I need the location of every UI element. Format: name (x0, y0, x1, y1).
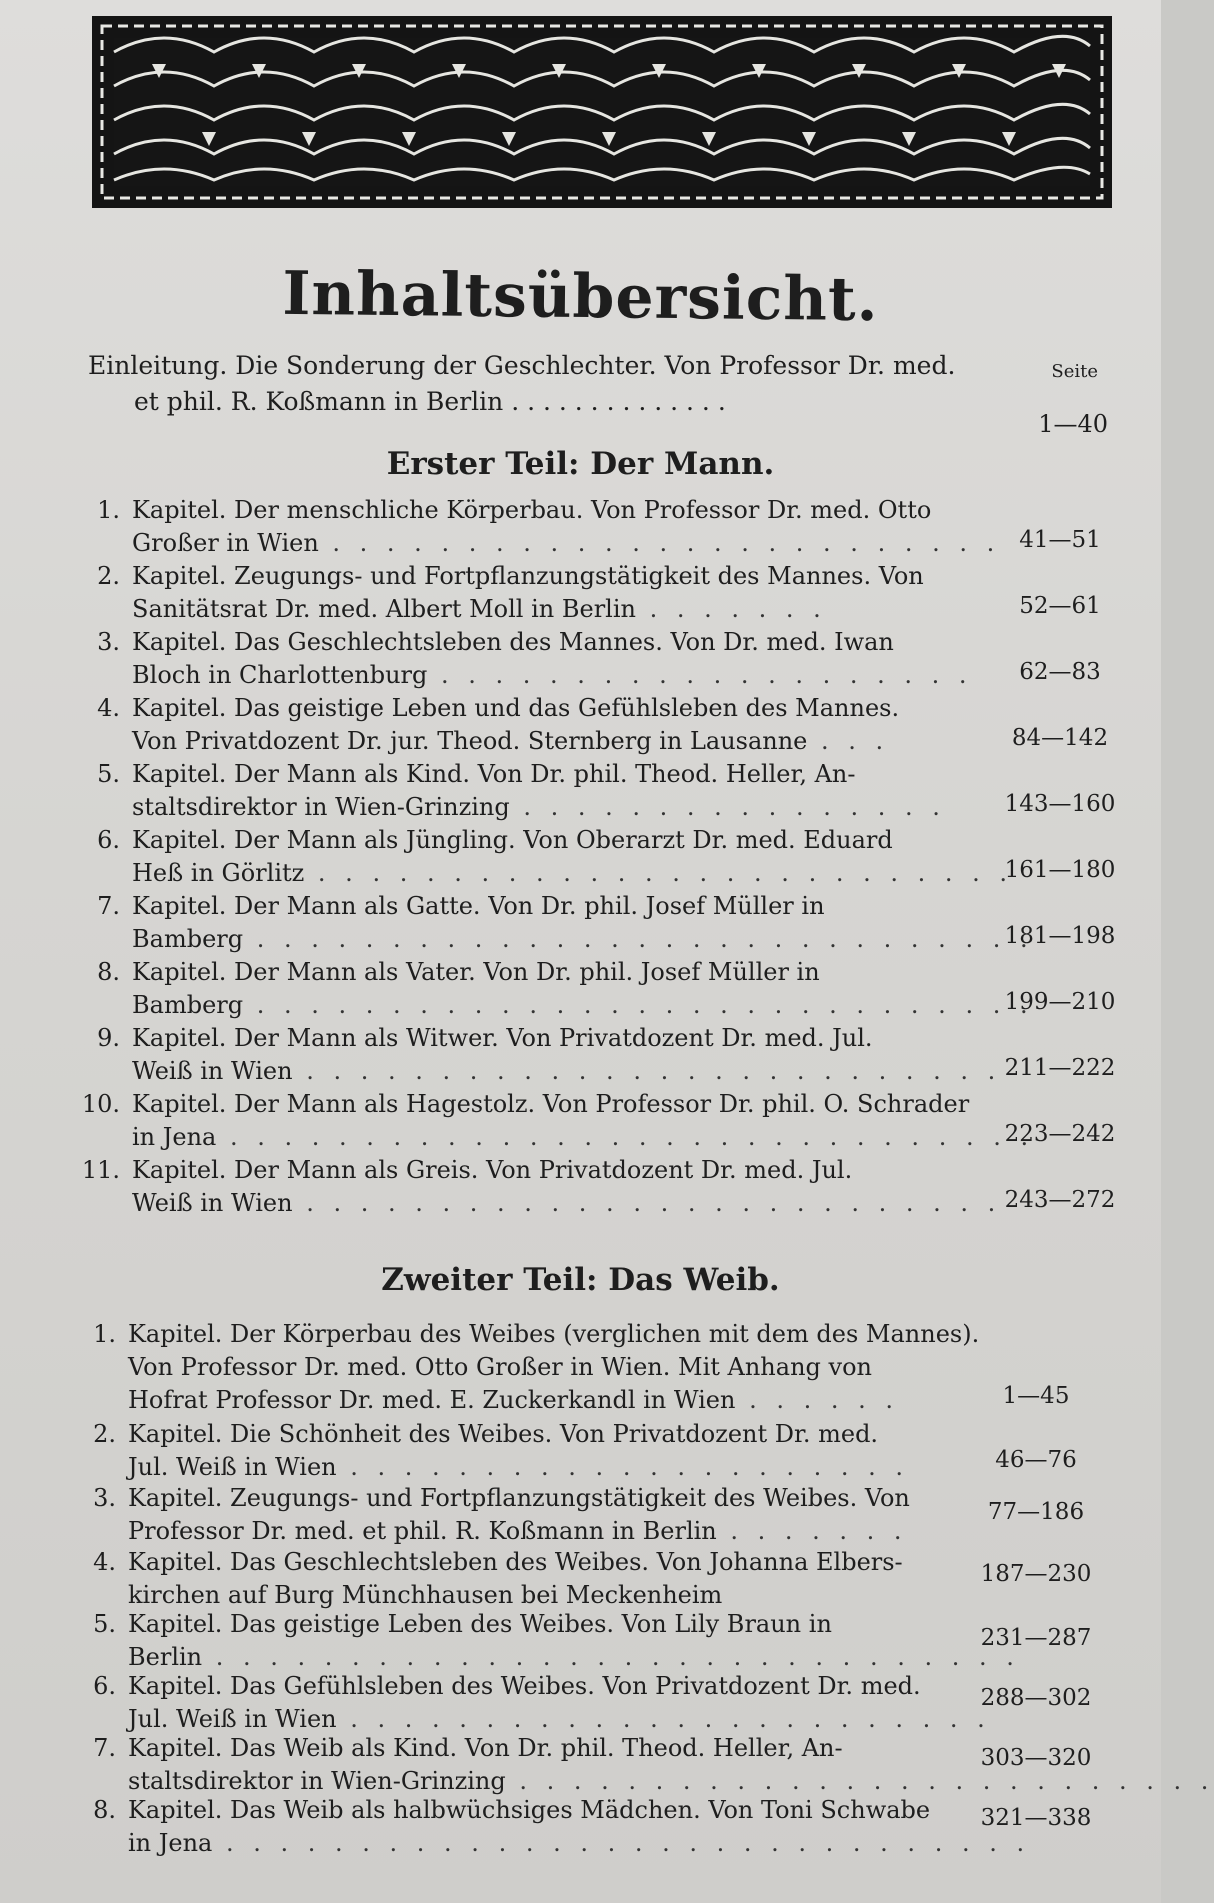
chapter-line-1: Kapitel. Der Mann als Kind. Von Dr. phil. Theod. Heller, An- (132, 760, 856, 788)
chapter-line-1: Kapitel. Der Körperbau des Weibes (verglichen mit dem des Mannes). (128, 1320, 980, 1348)
chapter-pages: 161—180 (1004, 857, 1116, 883)
chapter-number: 4. (93, 1548, 116, 1576)
chapter-line-1: Kapitel. Der menschliche Körperbau. Von Professor Dr. med. Otto (132, 496, 932, 524)
chapter-line-2: Weiß in Wien . . . . . . . . . . . . . . . . . . . . . . . . . . (132, 1189, 1002, 1217)
chapter-pages: 143—160 (1004, 791, 1116, 817)
chapter-pages: 41—51 (1019, 527, 1101, 553)
introduction-line-2: et phil. R. Koßmann in Berlin . . . . . . . . . . . . . . (134, 387, 726, 416)
list-item (0, 626, 1161, 692)
list-item (0, 1318, 1161, 1418)
chapter-pages: 84—142 (1011, 725, 1109, 751)
chapter-line-2: Von Professor Dr. med. Otto Großer in Wien. Mit Anhang von (128, 1353, 872, 1381)
chapter-number: 5. (93, 1610, 116, 1638)
chapter-number: 5. (97, 760, 120, 788)
chapter-line-1: Kapitel. Der Mann als Jüngling. Von Oberarzt Dr. med. Eduard (132, 826, 893, 854)
chapter-pages: 231—287 (980, 1625, 1092, 1651)
chapter-line-1: Kapitel. Das Weib als halbwüchsiges Mädchen. Von Toni Schwabe (128, 1796, 931, 1824)
chapter-line-3: Hofrat Professor Dr. med. E. Zuckerkandl in Wien . . . . . . (128, 1386, 900, 1414)
part-2-heading: Zweiter Teil: Das Weib. (381, 1262, 780, 1298)
part-1-heading: Erster Teil: Der Mann. (386, 446, 775, 482)
chapter-line-2: staltsdirektor in Wien-Grinzing . . . . . . . . . . . . . . . . . . . . . . . . . . (128, 1767, 1214, 1795)
chapter-number: 1. (93, 1320, 116, 1348)
list-item (0, 494, 1161, 560)
chapter-pages: 77—186 (987, 1499, 1085, 1525)
list-item (0, 1546, 1161, 1608)
chapter-pages: 181—198 (1004, 923, 1116, 949)
chapter-number: 8. (97, 958, 120, 986)
chapter-line-1: Kapitel. Das geistige Leben des Weibes. Von Lily Braun in (128, 1610, 832, 1638)
list-item (0, 758, 1161, 824)
list-item (0, 956, 1161, 1022)
chapter-number: 2. (93, 1420, 116, 1448)
list-item (0, 1670, 1161, 1732)
part-1-chapter-list (0, 494, 1161, 1220)
chapter-line-1: Kapitel. Das Geschlechtsleben des Mannes. Von Dr. med. Iwan (132, 628, 894, 656)
list-item (0, 1732, 1214, 1795)
chapter-line-2: Großer in Wien . . . . . . . . . . . . . . . . . . . . . . . . . (132, 529, 1001, 557)
chapter-pages: 46—76 (995, 1447, 1077, 1473)
chapter-pages: 303—320 (980, 1745, 1092, 1771)
chapter-line-1: Kapitel. Der Mann als Hagestolz. Von Professor Dr. phil. O. Schrader (132, 1090, 970, 1118)
chapter-line-1: Kapitel. Der Mann als Witwer. Von Privatdozent Dr. med. Jul. (132, 1024, 873, 1052)
list-item (0, 1794, 1161, 1856)
chapter-line-2: staltsdirektor in Wien-Grinzing . . . . . . . . . . . . . . . . (132, 793, 946, 821)
chapter-line-1: Kapitel. Zeugungs- und Fortpflanzungstätigkeit des Weibes. Von (128, 1484, 910, 1512)
chapter-number: 7. (93, 1734, 116, 1762)
chapter-line-2: in Jena . . . . . . . . . . . . . . . . . . . . . . . . . . . . . . (132, 1123, 1035, 1151)
chapter-pages: 199—210 (1004, 989, 1116, 1015)
chapter-line-2: Bamberg . . . . . . . . . . . . . . . . . . . . . . . . . . . . . (132, 991, 1034, 1019)
chapter-line-1: Kapitel. Das Gefühlsleben des Weibes. Von Privatdozent Dr. med. (128, 1672, 921, 1700)
chapter-number: 6. (93, 1672, 116, 1700)
chapter-line-2: Bloch in Charlottenburg . . . . . . . . . . . . . . . . . . . . (132, 661, 973, 689)
chapter-line-1: Kapitel. Das Geschlechtsleben des Weibes. Von Johanna Elbers- (128, 1548, 903, 1576)
chapter-line-2: kirchen auf Burg Münchhausen bei Meckenheim (128, 1581, 723, 1609)
chapter-line-1: Kapitel. Die Schönheit des Weibes. Von Privatdozent Dr. med. (128, 1420, 879, 1448)
chapter-line-2: Heß in Görlitz . . . . . . . . . . . . . . . . . . . . . . . . . . (132, 859, 1013, 887)
chapter-number: 8. (93, 1796, 116, 1824)
introduction-entry (88, 348, 1108, 438)
chapter-pages: 62—83 (1019, 659, 1101, 685)
introduction-line-1: Einleitung. Die Sonderung der Geschlechter. Von Professor Dr. med. (88, 351, 956, 380)
list-item (0, 1418, 1161, 1482)
page-title: Inhaltsübersicht. (282, 258, 879, 336)
chapter-number: 3. (93, 1484, 116, 1512)
list-item (0, 692, 1161, 758)
chapter-number: 9. (97, 1024, 120, 1052)
chapter-line-1: Kapitel. Der Mann als Greis. Von Privatdozent Dr. med. Jul. (132, 1156, 853, 1184)
chapter-pages: 211—222 (1004, 1055, 1116, 1081)
chapter-number: 11. (81, 1156, 120, 1184)
list-item (0, 1022, 1161, 1088)
list-item (0, 560, 1161, 626)
chapter-line-2: Jul. Weiß in Wien . . . . . . . . . . . . . . . . . . . . . (128, 1453, 910, 1481)
introduction-pages: 1—40 (1038, 410, 1108, 438)
chapter-number: 7. (97, 892, 120, 920)
chapter-line-2: Berlin . . . . . . . . . . . . . . . . . . . . . . . . . . . . . . (128, 1643, 1020, 1671)
ornamental-border-band (92, 16, 1112, 208)
chapter-number: 4. (97, 694, 120, 722)
list-item (0, 1482, 1161, 1546)
chapter-number: 10. (81, 1090, 120, 1118)
part-2-chapter-list (0, 1318, 1214, 1857)
chapter-line-2: Sanitätsrat Dr. med. Albert Moll in Berlin . . . . . . . (132, 595, 827, 623)
chapter-line-1: Kapitel. Das Weib als Kind. Von Dr. phil. Theod. Heller, An- (128, 1734, 843, 1762)
chapter-number: 3. (97, 628, 120, 656)
chapter-number: 1. (97, 496, 120, 524)
list-item (0, 1608, 1161, 1670)
chapter-pages: 187—230 (980, 1561, 1092, 1587)
chapter-pages: 288—302 (980, 1685, 1092, 1711)
chapter-number: 6. (97, 826, 120, 854)
chapter-line-1: Kapitel. Zeugungs- und Fortpflanzungstätigkeit des Mannes. Von (132, 562, 924, 590)
chapter-pages: 321—338 (980, 1805, 1092, 1831)
list-item (0, 824, 1161, 890)
chapter-line-2: Jul. Weiß in Wien . . . . . . . . . . . . . . . . . . . . . . . . (128, 1705, 991, 1733)
chapter-pages: 243—272 (1004, 1187, 1116, 1213)
chapter-line-2: Professor Dr. med. et phil. R. Koßmann in Berlin . . . . . . . (128, 1517, 908, 1545)
list-item (0, 1088, 1161, 1154)
chapter-pages: 223—242 (1004, 1121, 1116, 1147)
list-item (0, 1154, 1161, 1220)
chapter-number: 2. (97, 562, 120, 590)
chapter-line-2: in Jena . . . . . . . . . . . . . . . . . . . . . . . . . . . . . . (128, 1829, 1031, 1857)
chapter-pages: 1—45 (1002, 1383, 1070, 1409)
chapter-line-2: Von Privatdozent Dr. jur. Theod. Sternberg in Lausanne . . . (132, 727, 890, 755)
chapter-line-2: Bamberg . . . . . . . . . . . . . . . . . . . . . . . . . . . . . (132, 925, 1034, 953)
chapter-line-1: Kapitel. Der Mann als Gatte. Von Dr. phil. Josef Müller in (132, 892, 825, 920)
list-item (0, 890, 1161, 956)
chapter-line-2: Weiß in Wien . . . . . . . . . . . . . . . . . . . . . . . . . . (132, 1057, 1002, 1085)
chapter-pages: 52—61 (1019, 593, 1101, 619)
chapter-line-1: Kapitel. Der Mann als Vater. Von Dr. phil. Josef Müller in (132, 958, 820, 986)
chapter-line-1: Kapitel. Das geistige Leben und das Gefühlsleben des Mannes. (132, 694, 900, 722)
page-column-label: Seite (1051, 361, 1098, 382)
